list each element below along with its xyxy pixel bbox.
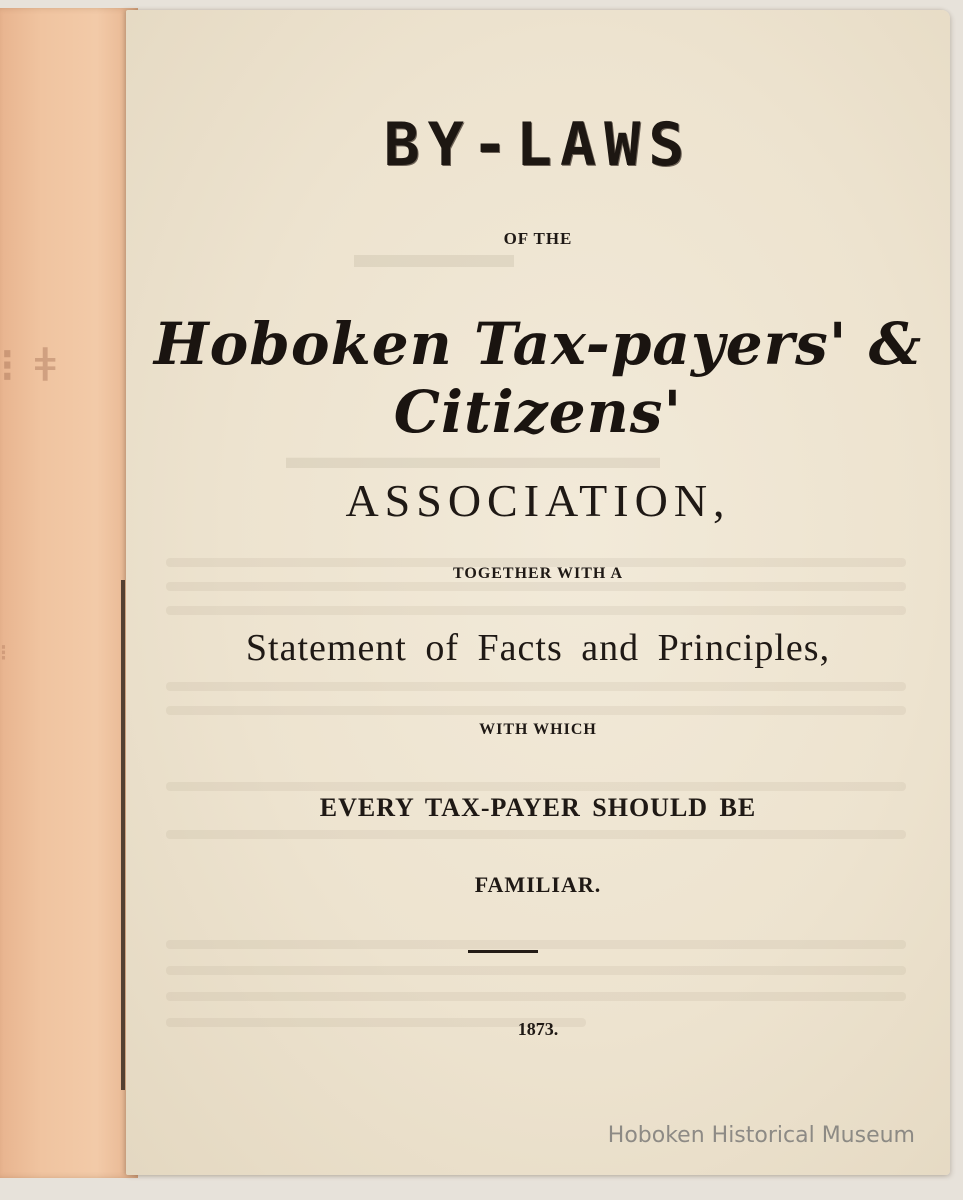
of-the-line: OF THE xyxy=(503,229,573,248)
bleed-line xyxy=(166,966,906,975)
title-page xyxy=(126,10,950,1175)
bleed-line xyxy=(166,992,906,1001)
statement-heading: Statement of Facts and Principles, xyxy=(245,627,831,669)
bleed-through-heading: ▬▬▬▬ xyxy=(354,232,514,276)
cover-flap xyxy=(0,8,138,1178)
association-heading: ASSOCIATION, xyxy=(345,475,731,526)
spine-binding-line xyxy=(121,580,125,1090)
bleed-line xyxy=(166,830,906,839)
bleed-through-texture xyxy=(126,10,950,1175)
document-title: BY-LAWS xyxy=(383,110,693,180)
publication-year: 1873. xyxy=(517,1019,559,1039)
bleed-line xyxy=(166,782,906,791)
cover-bleed-through-title: ⁝ ǂ xyxy=(0,338,58,392)
together-with-line: TOGETHER WITH A xyxy=(452,565,623,582)
organization-name: Hoboken Tax-payers' & Citizens' xyxy=(153,310,923,446)
bleed-line xyxy=(166,606,906,615)
bleed-line xyxy=(166,706,906,715)
cover-bleed-through-text: ⁝ xyxy=(0,640,7,666)
divider-rule xyxy=(468,950,538,953)
bleed-line xyxy=(166,582,906,591)
museum-watermark: Hoboken Historical Museum xyxy=(607,1123,915,1148)
bleed-through-subheading: ▬▬▬▬▬▬▬▬▬▬▬ xyxy=(286,438,660,476)
bleed-line xyxy=(166,940,906,949)
bleed-line xyxy=(166,682,906,691)
familiar-line: FAMILIAR. xyxy=(474,872,602,897)
with-which-line: WITH WHICH xyxy=(479,721,597,738)
every-taxpayer-line: EVERY TAX-PAYER SHOULD BE xyxy=(319,793,757,822)
